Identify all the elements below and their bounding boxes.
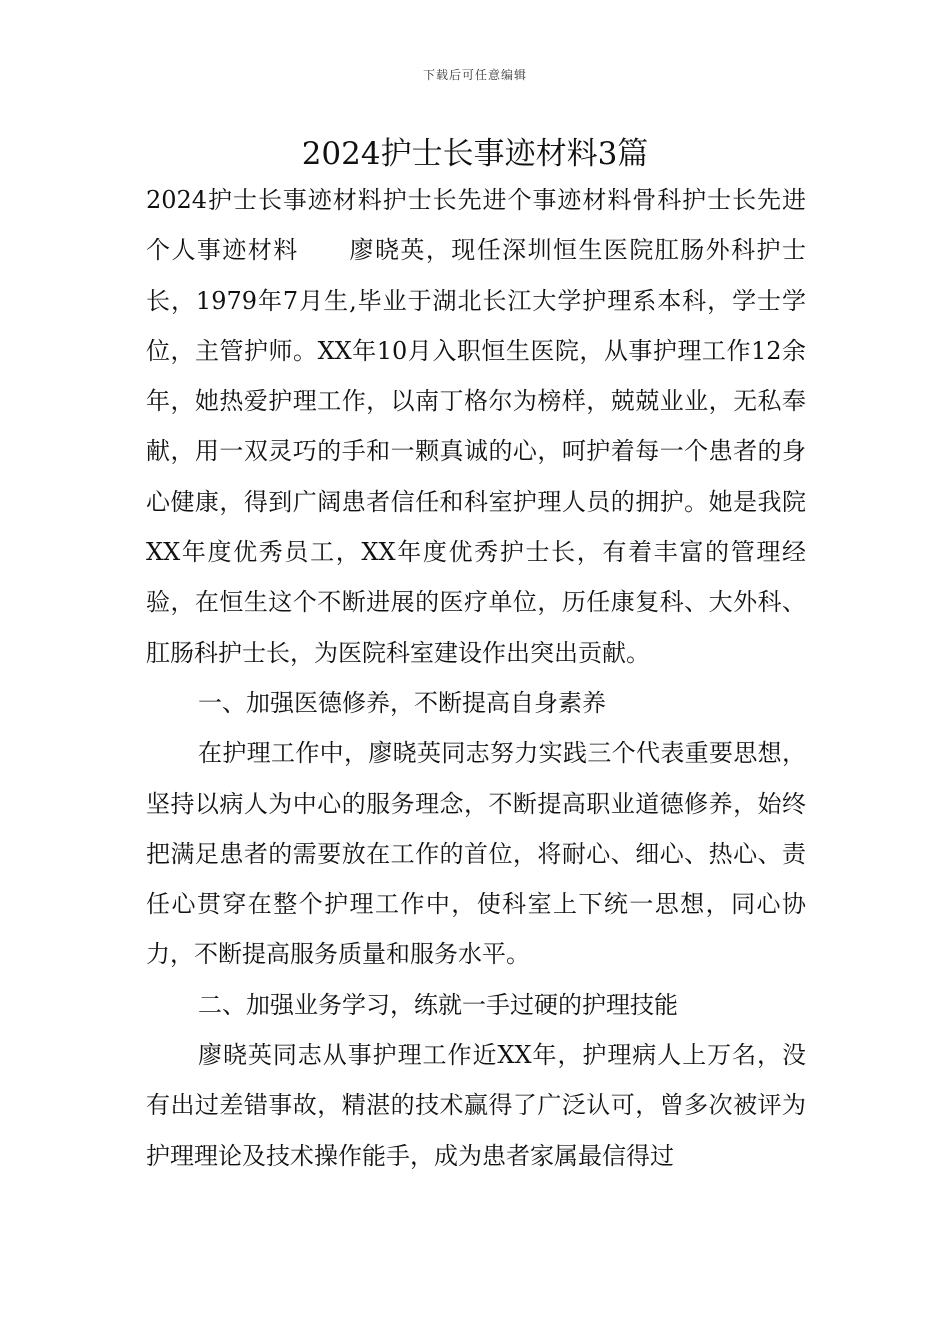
paragraph-section-1: 在护理工作中，廖晓英同志努力实践三个代表重要思想，坚持以病人为中心的服务理念，不断提高职业道德修养，始终把满足患者的需要放在工作的首位，将耐心、细心、热心、责任心贯穿在整个护理工作中，使科室上下统一思想，同心协力，不断提高服务质量和服务水平。 (146, 739, 806, 969)
section-heading-2: 二、加强业务学习，练就一手过硬的护理技能 (198, 990, 678, 1019)
document-body (146, 175, 806, 1181)
paragraph-section-2: 廖晓英同志从事护理工作近XX年，护理病人上万名，没有出过差错事故，精湛的技术赢得了广泛认可，曾多次被评为护理理论及技术操作能手，成为患者家属最信得过 (146, 1041, 806, 1170)
paragraph-intro: 2024护士长事迹材料护士长先进个事迹材料骨科护士长先进个人事迹材料 廖晓英，现任深圳恒生医院肛肠外科护士长，1979年7月生,毕业于湖北长江大学护理系本科，学士学位，主管护师。XX年10月入职恒生医院，从事护理工作12余年，她热爱护理工作，以南丁格尔为榜样，兢兢业业，无私奉献，用一双灵巧的手和一颗真诚的心，呵护着每一个患者的身心健康，得到广阔患者信任和科室护理人员的拥护。她是我院XX年度优秀员工，XX年度优秀护士长，有着丰富的管理经验，在恒生这个不断进展的医疗单位，历任康复科、大外科、肛肠科护士长，为医院科室建设作出突出贡献。 (146, 186, 806, 667)
section-heading-1: 一、加强医德修养，不断提高自身素养 (198, 688, 606, 717)
document-title: 2024护士长事迹材料3篇 (301, 136, 649, 172)
header-note: 下载后可任意编辑 (422, 68, 527, 82)
